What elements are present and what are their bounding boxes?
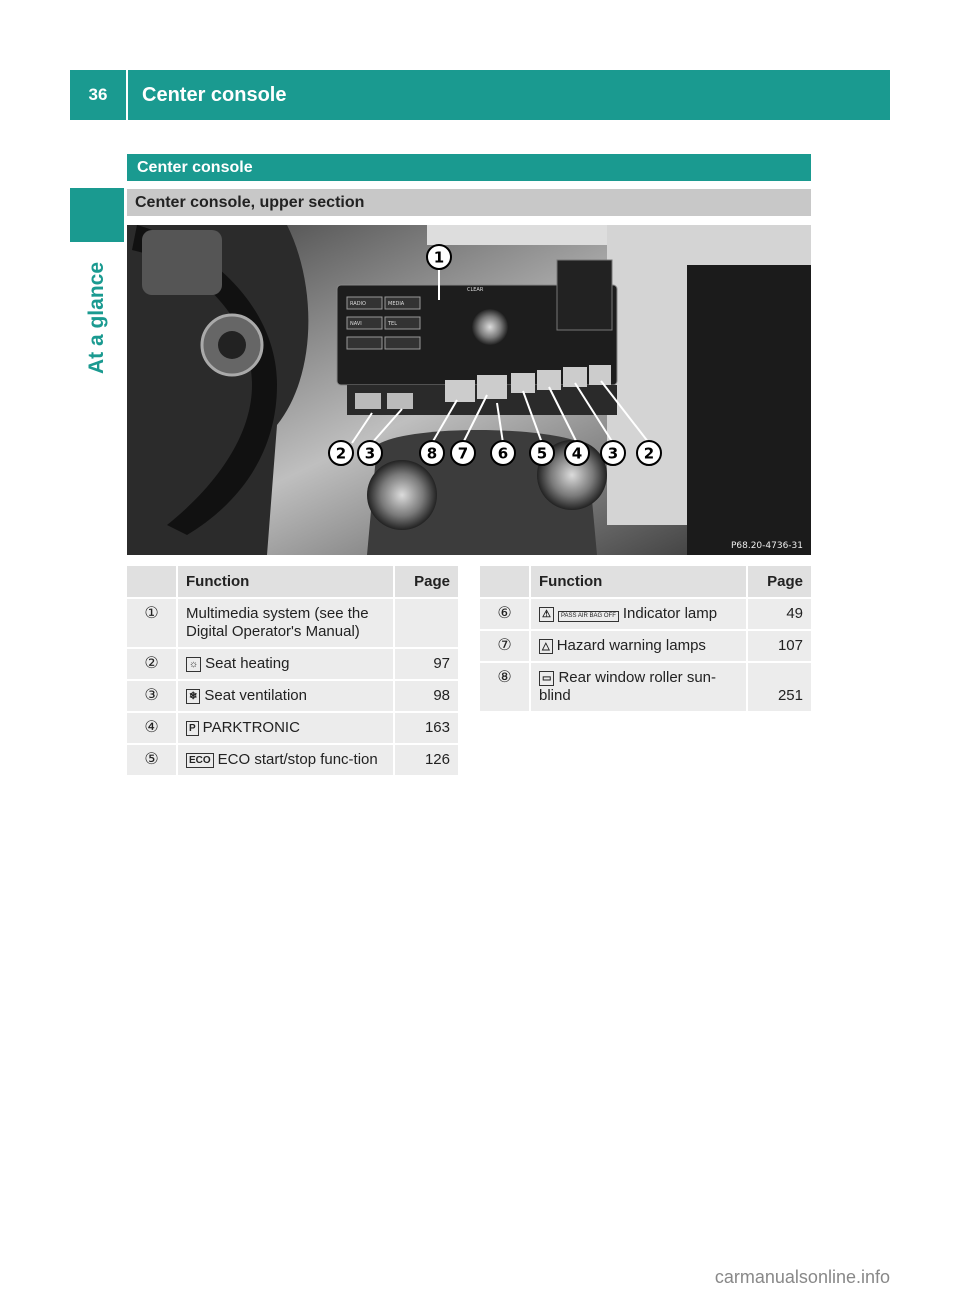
row-number: ③ (127, 681, 178, 711)
callout-2b: 2 (643, 444, 655, 463)
table-row (127, 599, 458, 647)
callout-3a: 3 (364, 444, 376, 463)
row-function (178, 681, 395, 711)
row-text: Indicator lamp (622, 605, 718, 622)
row-text: ECO start/stop func-tion (217, 751, 378, 768)
callout-5: 5 (536, 444, 548, 463)
parktronic-icon: P (186, 721, 199, 736)
function-table-left (127, 564, 458, 777)
col-page: Page (395, 566, 458, 597)
panel-label-media: MEDIA (388, 301, 405, 307)
footer-watermark: carmanualsonline.info (714, 1267, 890, 1287)
seat-heating-icon: ☼ (186, 657, 201, 672)
row-function (531, 663, 748, 711)
callout-1: 1 (433, 248, 445, 267)
row-function (178, 599, 395, 647)
page-title: Center console (142, 83, 287, 106)
callout-3b: 3 (607, 444, 619, 463)
row-text: PARKTRONIC (202, 719, 300, 736)
table-row (480, 599, 811, 629)
callout-7: 7 (457, 444, 469, 463)
function-table-right (480, 564, 811, 713)
col-num (127, 566, 178, 597)
row-number: ⑥ (480, 599, 531, 629)
row-number: ④ (127, 713, 178, 743)
roller-sunblind-icon: ▭ (539, 671, 554, 686)
row-page: 107 (748, 631, 811, 661)
col-num (480, 566, 531, 597)
panel-label-navi: NAVI (350, 321, 362, 327)
table-row (127, 713, 458, 743)
center-console-photo (127, 225, 811, 555)
callout-4: 4 (571, 444, 583, 463)
table-row (127, 745, 458, 775)
seat-ventilation-icon: ❄ (186, 689, 200, 704)
row-number: ⑦ (480, 631, 531, 661)
row-text: Seat heating (205, 655, 290, 672)
table-row (127, 681, 458, 711)
row-number: ⑤ (127, 745, 178, 775)
row-text: Rear window roller sun-blind (539, 669, 717, 704)
callout-8: 8 (426, 444, 438, 463)
row-function (178, 713, 395, 743)
row-function (531, 599, 748, 629)
pass-airbag-off-icon: PASS AIR BAG OFF (558, 611, 619, 622)
airbag-off-icon: ⚠ (539, 607, 554, 622)
panel-label-tel: TEL (388, 321, 397, 327)
col-function: Function (178, 566, 395, 597)
row-page: 49 (748, 599, 811, 629)
table-row (480, 663, 811, 711)
eco-icon: ECO (186, 753, 214, 768)
subsection-title: Center console, upper section (127, 189, 811, 216)
table-row (127, 649, 458, 679)
callout-2a: 2 (335, 444, 347, 463)
row-page: 163 (395, 713, 458, 743)
image-code: P68.20-4736-31 (730, 541, 803, 551)
row-page: 98 (395, 681, 458, 711)
callout-6: 6 (497, 444, 509, 463)
row-text: Multimedia system (see the Digital Operator's Manual) (186, 605, 369, 640)
row-number: ⑧ (480, 663, 531, 711)
row-function (531, 631, 748, 661)
row-text: Seat ventilation (204, 687, 307, 704)
row-page: 126 (395, 745, 458, 775)
col-page: Page (748, 566, 811, 597)
section-title: Center console (127, 154, 811, 181)
page-number: 36 (88, 85, 108, 104)
panel-label-radio: RADIO (350, 301, 366, 307)
row-number: ① (127, 599, 178, 647)
side-tab-marker (70, 188, 124, 242)
row-text: Hazard warning lamps (556, 637, 706, 654)
row-page: 251 (748, 663, 811, 711)
col-function: Function (531, 566, 748, 597)
side-tab-label: At a glance (85, 261, 108, 375)
row-page (395, 599, 458, 647)
row-number: ② (127, 649, 178, 679)
table-row (480, 631, 811, 661)
hazard-warning-icon: △ (539, 639, 553, 654)
header-divider (126, 70, 128, 120)
panel-label-clear: CLEAR (467, 287, 484, 293)
row-function (178, 649, 395, 679)
row-page: 97 (395, 649, 458, 679)
row-function (178, 745, 395, 775)
